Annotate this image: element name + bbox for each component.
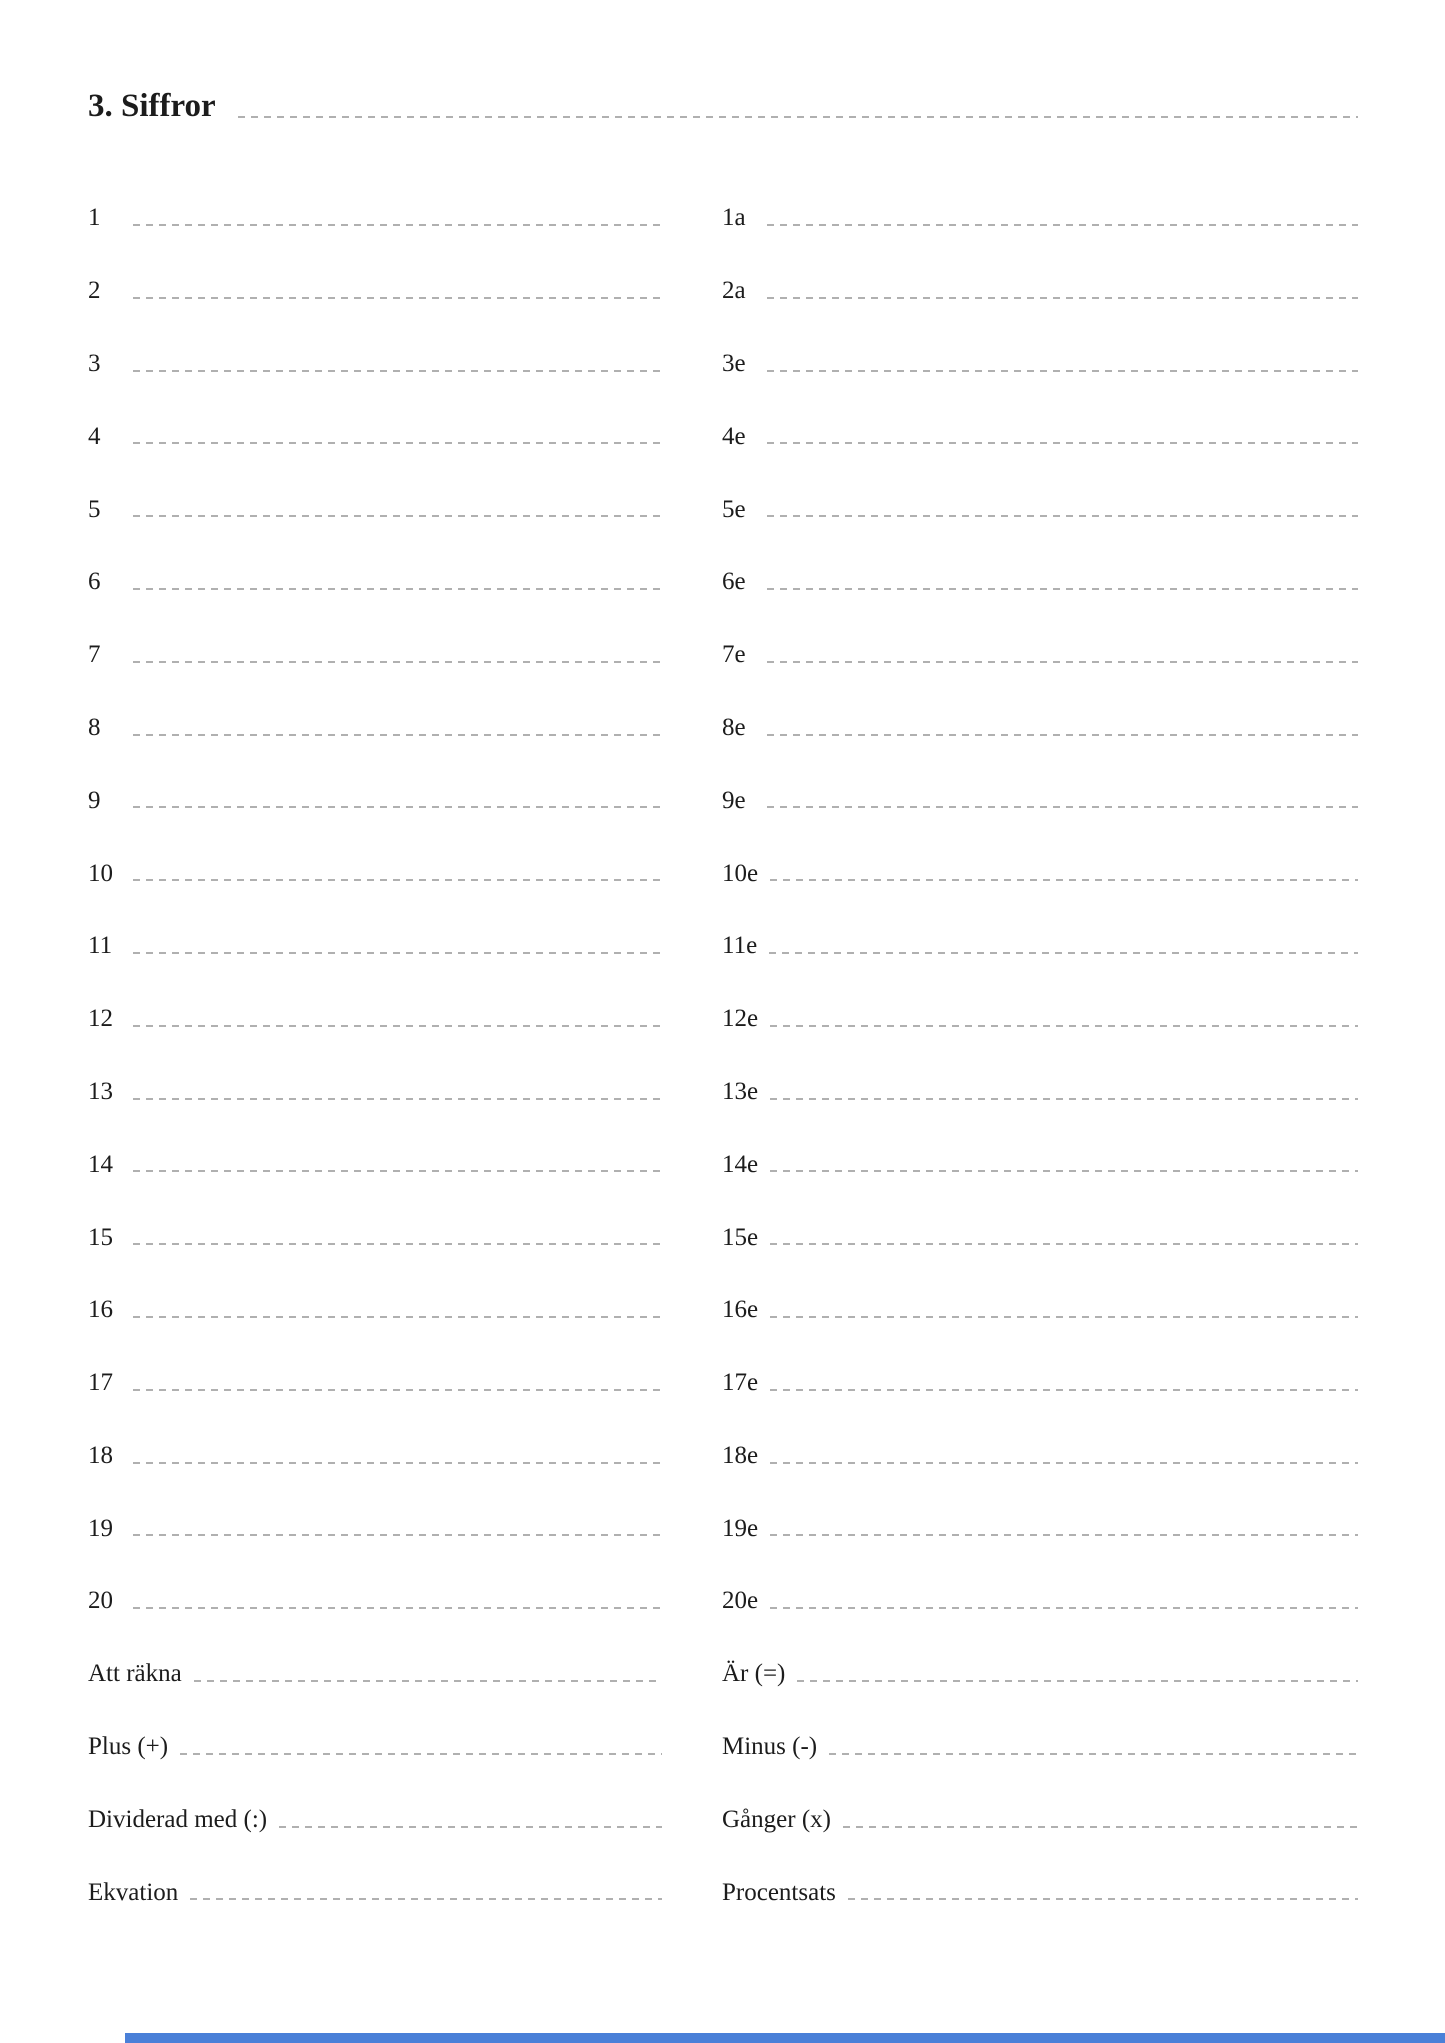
- answer-blank-dotted-line: [133, 515, 662, 517]
- vocab-row: [722, 1543, 1358, 1616]
- right-column: [722, 160, 1358, 1907]
- vocab-row: [88, 1835, 662, 1908]
- row-label: 3: [88, 349, 101, 377]
- vocab-row: [88, 160, 662, 233]
- answer-blank-dotted-line: [767, 588, 1358, 590]
- vocab-row: [722, 1835, 1358, 1908]
- vocab-row: [722, 1398, 1358, 1471]
- row-label: Att räkna: [88, 1660, 182, 1688]
- row-label: 14e: [722, 1150, 759, 1178]
- row-label: 6e: [722, 568, 746, 596]
- vocab-row: [722, 451, 1358, 524]
- answer-blank-dotted-line: [133, 370, 662, 372]
- vocab-row: [88, 743, 662, 816]
- answer-blank-dotted-line: [133, 297, 662, 299]
- answer-blank-dotted-line: [133, 1243, 662, 1245]
- row-label: 9: [88, 786, 101, 814]
- row-label: 15e: [722, 1223, 759, 1251]
- page-title: 3. Siffror: [88, 88, 216, 124]
- answer-blank-dotted-line: [848, 1898, 1358, 1900]
- vocab-columns: [88, 160, 1358, 1907]
- row-label: 11: [88, 932, 113, 960]
- vocab-row: [88, 1689, 662, 1762]
- vocab-row: [88, 1616, 662, 1689]
- vocab-row: [88, 233, 662, 306]
- row-label: 13e: [722, 1077, 759, 1105]
- answer-blank-dotted-line: [133, 442, 662, 444]
- answer-blank-dotted-line: [829, 1753, 1358, 1755]
- answer-blank-dotted-line: [767, 661, 1358, 663]
- answer-blank-dotted-line: [133, 1170, 662, 1172]
- answer-blank-dotted-line: [770, 1243, 1358, 1245]
- answer-blank-dotted-line: [770, 1170, 1358, 1172]
- row-label: 14: [88, 1150, 113, 1178]
- answer-blank-dotted-line: [843, 1826, 1358, 1828]
- row-label: 1: [88, 204, 101, 232]
- answer-blank-dotted-line: [767, 224, 1358, 226]
- answer-blank-dotted-line: [770, 1607, 1358, 1609]
- title-dotted-leader: [238, 116, 1358, 118]
- vocab-row: [722, 670, 1358, 743]
- vocab-row: [88, 1325, 662, 1398]
- row-label: 2: [88, 277, 101, 305]
- answer-blank-dotted-line: [770, 879, 1358, 881]
- row-label: Ekvation: [88, 1878, 179, 1906]
- vocab-row: [722, 1616, 1358, 1689]
- row-label: 17: [88, 1369, 113, 1397]
- vocab-row: [88, 1107, 662, 1180]
- answer-blank-dotted-line: [767, 806, 1358, 808]
- row-label: 7: [88, 641, 101, 669]
- vocab-row: [88, 597, 662, 670]
- row-label: 20e: [722, 1587, 759, 1615]
- vocab-row: [722, 233, 1358, 306]
- vocab-row: [88, 524, 662, 597]
- vocab-row: [722, 1689, 1358, 1762]
- row-label: 18: [88, 1441, 113, 1469]
- answer-blank-dotted-line: [190, 1898, 662, 1900]
- answer-blank-dotted-line: [769, 952, 1358, 954]
- row-label: 3e: [722, 349, 746, 377]
- row-label: 15: [88, 1223, 113, 1251]
- row-label: 8e: [722, 713, 746, 741]
- answer-blank-dotted-line: [770, 1389, 1358, 1391]
- answer-blank-dotted-line: [133, 879, 662, 881]
- row-label: 10e: [722, 859, 759, 887]
- answer-blank-dotted-line: [133, 1025, 662, 1027]
- row-label: Plus (+): [88, 1733, 169, 1761]
- answer-blank-dotted-line: [133, 1607, 662, 1609]
- row-label: 10: [88, 859, 113, 887]
- vocab-row: [722, 1325, 1358, 1398]
- vocab-row: [722, 1252, 1358, 1325]
- row-label: 19e: [722, 1514, 759, 1542]
- answer-blank-dotted-line: [767, 734, 1358, 736]
- row-label: Gånger (x): [722, 1805, 831, 1833]
- answer-blank-dotted-line: [770, 1462, 1358, 1464]
- answer-blank-dotted-line: [770, 1025, 1358, 1027]
- answer-blank-dotted-line: [770, 1534, 1358, 1536]
- vocab-row: [88, 1179, 662, 1252]
- row-label: 12: [88, 1005, 113, 1033]
- answer-blank-dotted-line: [133, 1389, 662, 1391]
- row-label: 11e: [722, 932, 758, 960]
- answer-blank-dotted-line: [180, 1753, 662, 1755]
- answer-blank-dotted-line: [133, 224, 662, 226]
- answer-blank-dotted-line: [279, 1826, 662, 1828]
- answer-blank-dotted-line: [133, 952, 662, 954]
- vocab-row: [722, 1034, 1358, 1107]
- section-title-row: [88, 88, 1358, 124]
- vocab-row: [722, 1179, 1358, 1252]
- vocab-row: [722, 524, 1358, 597]
- vocab-row: [722, 1471, 1358, 1544]
- vocab-row: [722, 888, 1358, 961]
- row-label: 18e: [722, 1441, 759, 1469]
- answer-blank-dotted-line: [133, 588, 662, 590]
- vocab-row: [88, 815, 662, 888]
- row-label: Är (=): [722, 1660, 786, 1688]
- answer-blank-dotted-line: [767, 297, 1358, 299]
- vocab-row: [722, 743, 1358, 816]
- answer-blank-dotted-line: [767, 442, 1358, 444]
- vocab-row: [88, 1762, 662, 1835]
- row-label: Minus (-): [722, 1733, 818, 1761]
- answer-blank-dotted-line: [133, 1534, 662, 1536]
- row-label: Dividerad med (:): [88, 1805, 268, 1833]
- answer-blank-dotted-line: [133, 1462, 662, 1464]
- footer-accent-bar: [125, 2033, 1445, 2043]
- vocab-row: [88, 1543, 662, 1616]
- vocab-row: [722, 379, 1358, 452]
- row-label: 19: [88, 1514, 113, 1542]
- row-label: 8: [88, 713, 101, 741]
- vocab-row: [722, 1762, 1358, 1835]
- vocab-row: [88, 961, 662, 1034]
- answer-blank-dotted-line: [770, 1316, 1358, 1318]
- vocab-row: [88, 379, 662, 452]
- vocab-row: [88, 306, 662, 379]
- answer-blank-dotted-line: [133, 734, 662, 736]
- answer-blank-dotted-line: [194, 1680, 662, 1682]
- row-label: 20: [88, 1587, 113, 1615]
- row-label: 16e: [722, 1296, 759, 1324]
- row-label: 4: [88, 422, 101, 450]
- answer-blank-dotted-line: [133, 1098, 662, 1100]
- answer-blank-dotted-line: [767, 515, 1358, 517]
- row-label: 1a: [722, 204, 746, 232]
- row-label: 17e: [722, 1369, 759, 1397]
- answer-blank-dotted-line: [767, 370, 1358, 372]
- row-label: 13: [88, 1077, 113, 1105]
- vocab-row: [722, 815, 1358, 888]
- vocab-row: [88, 670, 662, 743]
- answer-blank-dotted-line: [797, 1680, 1358, 1682]
- left-column: [88, 160, 662, 1907]
- row-label: 6: [88, 568, 101, 596]
- row-label: 12e: [722, 1005, 759, 1033]
- vocab-row: [722, 1107, 1358, 1180]
- answer-blank-dotted-line: [133, 661, 662, 663]
- vocab-row: [88, 1034, 662, 1107]
- vocab-row: [88, 451, 662, 524]
- answer-blank-dotted-line: [133, 1316, 662, 1318]
- vocab-row: [88, 1398, 662, 1471]
- row-label: 9e: [722, 786, 746, 814]
- row-label: 7e: [722, 641, 746, 669]
- vocab-row: [722, 306, 1358, 379]
- vocab-row: [722, 961, 1358, 1034]
- row-label: 5e: [722, 495, 746, 523]
- vocab-row: [88, 1471, 662, 1544]
- row-label: 5: [88, 495, 101, 523]
- vocab-row: [722, 160, 1358, 233]
- answer-blank-dotted-line: [770, 1098, 1358, 1100]
- row-label: 16: [88, 1296, 113, 1324]
- vocab-row: [722, 597, 1358, 670]
- row-label: 4e: [722, 422, 746, 450]
- vocab-row: [88, 1252, 662, 1325]
- row-label: 2a: [722, 277, 746, 305]
- row-label: Procentsats: [722, 1878, 836, 1906]
- vocab-row: [88, 888, 662, 961]
- answer-blank-dotted-line: [133, 806, 662, 808]
